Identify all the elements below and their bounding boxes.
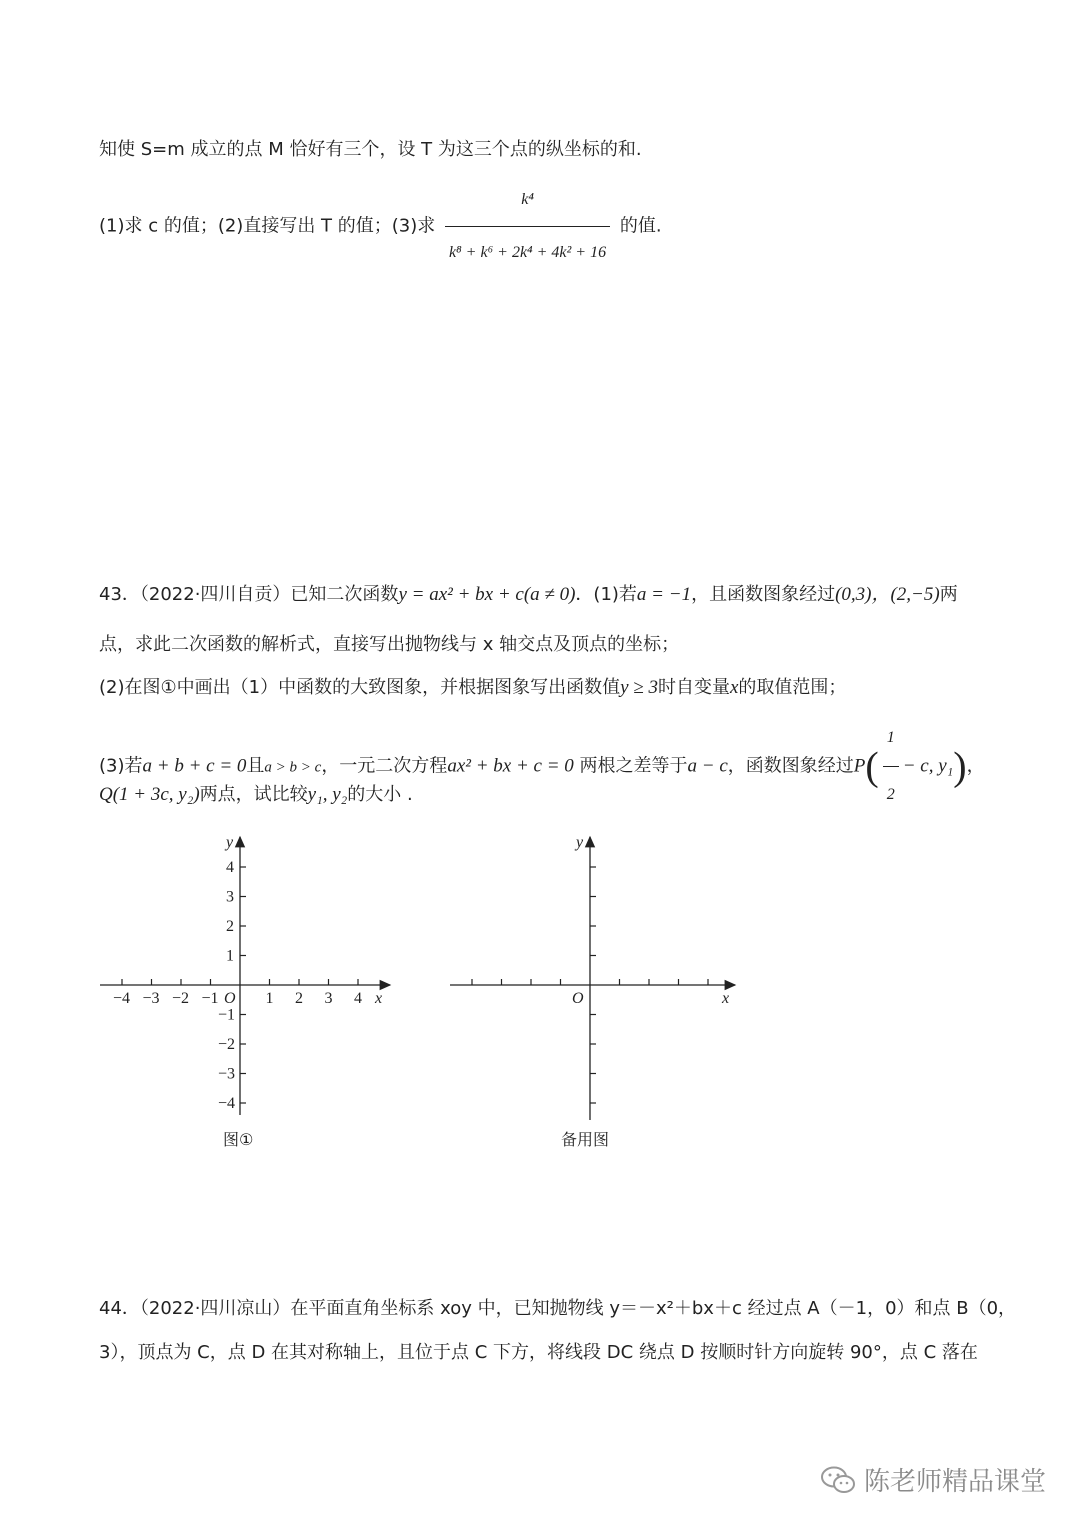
x-tick-label: 4 — [354, 990, 362, 1007]
coordinate-plane-figure2 — [440, 825, 760, 1125]
x-tick-label: −1 — [201, 990, 219, 1007]
x-tick-label: 1 — [265, 990, 274, 1007]
watermark — [820, 1461, 1046, 1498]
x-tick-label: −3 — [142, 990, 160, 1007]
y-tick-label: 3 — [226, 888, 234, 906]
q43-points: (0,3)，(2,−5) — [835, 584, 940, 605]
q43-roots-diff: 两根之差等于 — [579, 755, 688, 777]
q43-y-condition: y ≥ 3 — [620, 677, 658, 698]
q43-and: 且 — [246, 755, 265, 777]
q43-part1-label: ．(1)若 — [575, 584, 637, 605]
q43-part3-label: (3)若 — [99, 755, 143, 777]
y-tick-label: −3 — [218, 1065, 236, 1083]
y-tick-label: −4 — [218, 1095, 236, 1112]
q42-line2 — [99, 176, 662, 277]
q42-fraction-numerator: k⁴ — [445, 176, 610, 227]
q43-quadratic-eq: ax² + bx + c = 0 — [447, 755, 574, 777]
q43-passes-through: ，且函数图象经过 — [691, 584, 836, 605]
x-tick-label: −4 — [113, 990, 131, 1007]
q43-line5 — [99, 783, 413, 807]
y-axis-label: y — [576, 834, 584, 851]
q43-x-var: x — [729, 677, 739, 698]
q42-line2-prefix: (1)求 c 的值；(2)直接写出 T 的值；(3)求 — [99, 215, 436, 237]
q42-line2-suffix: 的值. — [619, 215, 662, 237]
q43-a-value: a = −1 — [636, 584, 692, 605]
q43-point-P: P — [853, 755, 866, 777]
q43-order: a > b > c — [264, 759, 322, 776]
q42-fraction-denominator: k⁸ + k⁶ + 2k⁴ + 4k² + 16 — [449, 244, 607, 261]
q43-line2: 点，求此二次函数的解析式，直接写出抛物线与 x 轴交点及顶点的坐标； — [99, 634, 680, 655]
x-tick-label: 3 — [324, 990, 333, 1007]
q43-function-eq: y = ax² + bx + c(a ≠ 0) — [398, 584, 576, 605]
x-tick-label: 2 — [295, 990, 303, 1007]
y-tick-label: 2 — [226, 918, 234, 935]
q43-half-fraction — [883, 712, 899, 821]
q42-fraction — [445, 176, 610, 277]
y-tick-label: 1 — [226, 947, 234, 965]
q43-P-rest: − c, y₁ — [902, 755, 954, 777]
right-paren: ) — [953, 743, 967, 789]
q44-line1: 44．（2022·四川凉山）在平面直角坐标系 xoy 中，已知抛物线 y＝－x²＋bx＋c 经过点 A（－1，0）和点 B（0， — [99, 1298, 1017, 1319]
y-tick-label: −1 — [218, 1006, 236, 1024]
q43-comma: ， — [966, 755, 985, 777]
y-axis-label: y — [226, 834, 234, 851]
q42-line1: 知使 S=m 成立的点 M 恰好有三个，设 T 为这三个点的纵坐标的和. — [99, 139, 642, 160]
origin-label: O — [572, 990, 584, 1007]
q43-part2-text: (2)在图①中画出（1）中函数的大致图象，并根据图象写出函数值 — [99, 677, 621, 698]
q43-two: 两 — [939, 584, 958, 605]
q43-line3 — [99, 676, 846, 700]
left-paren: ( — [865, 743, 879, 789]
q43-half-num: 1 — [883, 712, 899, 767]
origin-label: O — [224, 990, 236, 1007]
q43-size-text: 的大小 . — [347, 784, 413, 805]
q43-quadratic-text: ，一元二次方程 — [321, 755, 448, 777]
q43-y1-y2: y₁, y₂ — [307, 784, 348, 805]
q43-compare-text: 两点，试比较 — [199, 784, 308, 805]
q43-graph-passes: ，函数图象经过 — [727, 755, 854, 777]
q43-part2-text-c: 的取值范围； — [738, 677, 847, 698]
q43-point-Q: Q(1 + 3c, y₂) — [99, 784, 200, 805]
x-tick-label: −2 — [172, 990, 190, 1007]
y-tick-label: −2 — [218, 1036, 236, 1053]
x-axis-label: x — [722, 990, 730, 1007]
q43-a-minus-c: a − c — [687, 755, 728, 777]
coordinate-plane-figure1 — [90, 825, 410, 1125]
y-tick-label: 4 — [226, 859, 234, 876]
q43-line1 — [99, 583, 958, 607]
x-axis-label: x — [375, 990, 383, 1007]
q43-sum-eq: a + b + c = 0 — [142, 755, 247, 777]
figure2-caption: 备用图 — [561, 1130, 610, 1149]
wechat-icon — [820, 1465, 856, 1495]
q44-line2: 3），顶点为 C，点 D 在其对称轴上，且位于点 C 下方，将线段 DC 绕点 D 按顺时针方向旋转 90°，点 C 落在 — [99, 1342, 978, 1363]
q43-intro: 43．（2022·四川自贡）已知二次函数 — [99, 584, 399, 605]
watermark-text: 陈老师精品课堂 — [863, 1467, 1046, 1497]
figure1-caption: 图① — [223, 1130, 254, 1149]
q43-half-den: 2 — [886, 786, 895, 803]
q43-part2-text-b: 时自变量 — [657, 677, 730, 698]
